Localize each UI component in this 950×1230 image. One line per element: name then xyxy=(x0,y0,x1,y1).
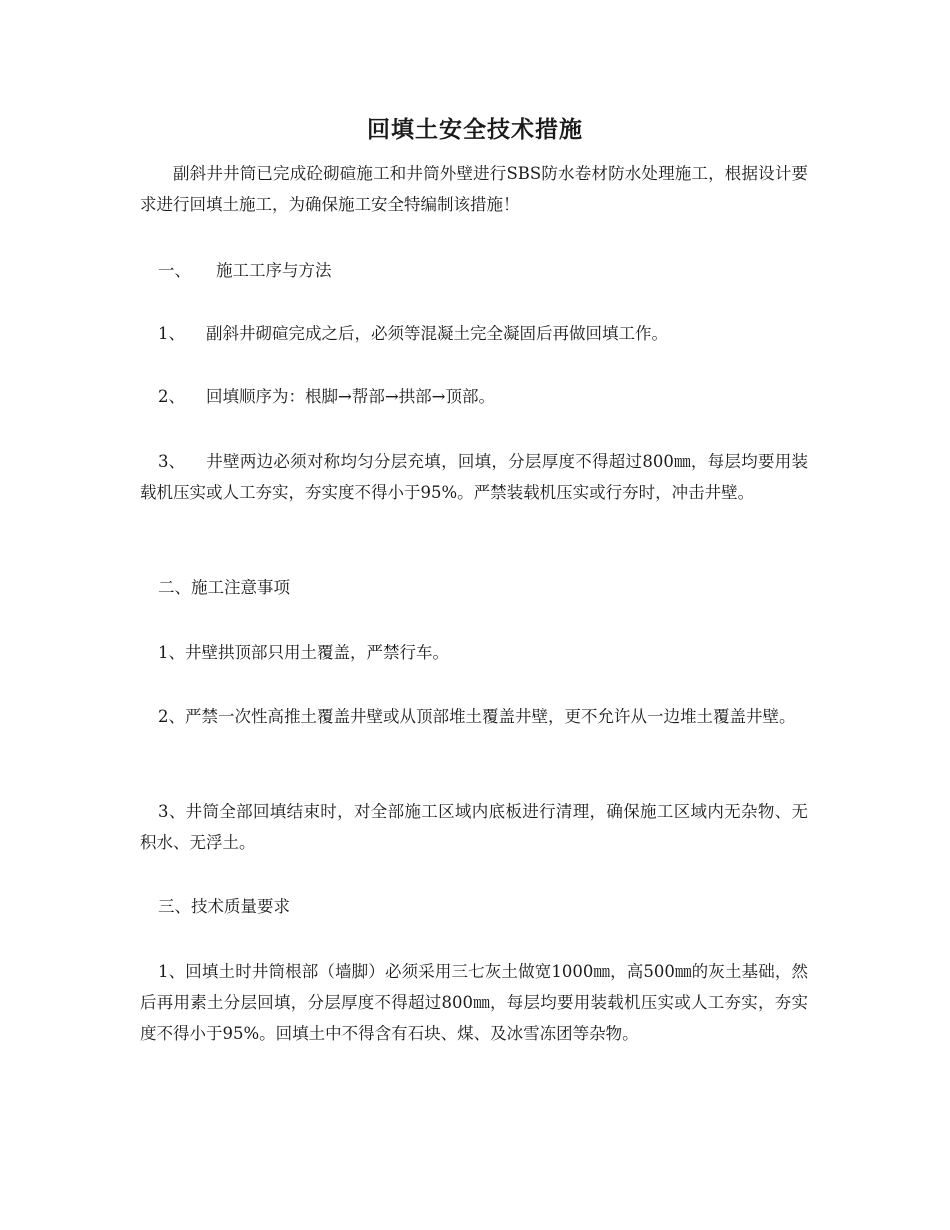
item-text: 副斜井砌碹完成之后，必须等混凝土完全凝固后再做回填工作。 xyxy=(206,324,668,343)
section-2-heading: 二、施工注意事项 xyxy=(158,578,290,597)
item-text: 回填顺序为：根脚→帮部→拱部→顶部。 xyxy=(206,387,495,406)
section-3-item-1: 1、回填土时井筒根部（墙脚）必须采用三七灰土做宽1000㎜，高500㎜的灰土基础，然后再用素土分层回填，分层厚度不得超过800㎜，每层均要用装载机压实或人工夯实，夯实度不得小于95%。回填土中不得含有石块、煤、及冰雪冻团等杂物。 xyxy=(140,962,808,1043)
item-number: 3、 xyxy=(158,452,185,471)
document-title: 回填土安全技术措施 xyxy=(367,116,583,143)
section-2-item-3: 3、井筒全部回填结束时，对全部施工区域内底板进行清理，确保施工区域内无杂物、无积水、无浮土。 xyxy=(140,802,808,852)
intro-paragraph: 副斜井井筒已完成砼砌碹施工和井筒外壁进行SBS防水卷材防水处理施工，根据设计要求进行回填土施工，为确保施工安全特编制该措施！ xyxy=(140,164,808,214)
section-2-item-1: 1、井壁拱顶部只用土覆盖，严禁行车。 xyxy=(158,643,449,662)
section-1-title: 施工工序与方法 xyxy=(216,261,332,280)
item-text: 井壁两边必须对称均匀分层充填，回填，分层厚度不得超过800㎜，每层均要用装载机压实或人工夯实，夯实度不得小于95%。严禁装载机压实或行夯时，冲击井壁。 xyxy=(140,452,808,502)
item-number: 2、 xyxy=(158,387,185,406)
section-2-item-2: 2、严禁一次性高推土覆盖井壁或从顶部堆土覆盖井壁，更不允许从一边堆土覆盖井壁。 xyxy=(158,707,796,726)
item-number: 1、 xyxy=(158,324,185,343)
section-1-item-3 xyxy=(140,446,808,508)
section-1-number: 一、 xyxy=(158,261,191,280)
section-3-heading: 三、技术质量要求 xyxy=(158,897,290,916)
